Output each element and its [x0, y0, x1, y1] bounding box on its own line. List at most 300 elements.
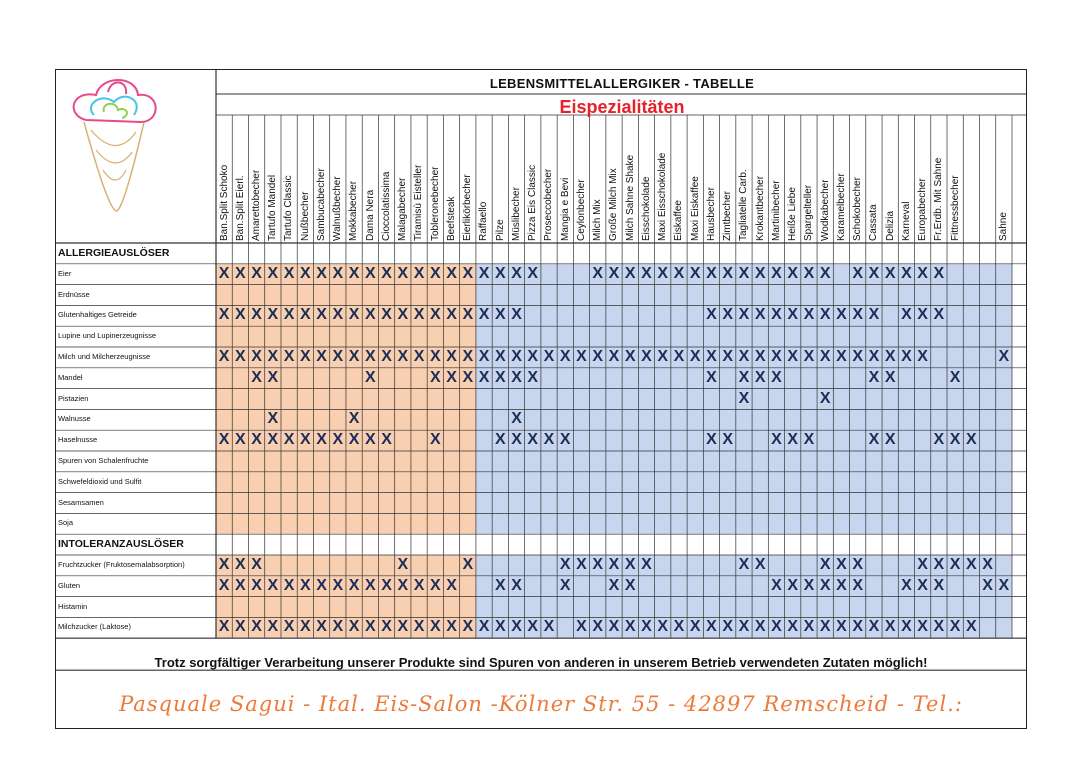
- allergen-mark: X: [949, 431, 961, 449]
- allergen-mark: X: [836, 576, 847, 594]
- allergen-mark: X: [527, 431, 539, 449]
- allergen-mark: X: [933, 264, 945, 282]
- column-header: Ban.Split Eierl.: [234, 175, 246, 241]
- column-header: Tiramisù Eisteller: [413, 164, 425, 241]
- allergen-mark: X: [381, 264, 392, 282]
- allergen-mark: X: [348, 576, 360, 594]
- allergen-mark: X: [381, 618, 392, 636]
- column-header: Pilze: [494, 219, 506, 241]
- allergen-mark: X: [251, 368, 262, 386]
- allergen-mark: X: [771, 348, 782, 365]
- allergen-mark: X: [559, 556, 571, 573]
- allergen-mark: X: [218, 348, 230, 365]
- allergen-mark: X: [657, 348, 669, 365]
- column-header: Tobleronebecher: [429, 166, 441, 241]
- allergen-mark: X: [316, 431, 327, 449]
- allergen-mark: X: [364, 306, 376, 324]
- allergen-mark: X: [494, 618, 506, 636]
- allergen-mark: X: [803, 618, 815, 636]
- allergen-mark: X: [527, 264, 539, 282]
- allergen-mark: X: [218, 306, 230, 324]
- allergen-mark: X: [267, 264, 279, 282]
- allergen-mark: X: [787, 264, 799, 282]
- allergen-mark: X: [787, 576, 799, 594]
- allergen-mark: X: [348, 348, 360, 365]
- allergen-mark: X: [283, 576, 295, 594]
- allergen-mark: X: [738, 264, 750, 282]
- column-header: Cioccolatissima: [380, 171, 392, 241]
- allergen-mark: X: [283, 431, 295, 449]
- allergen-mark: X: [364, 348, 376, 365]
- allergen-mark: X: [429, 618, 441, 636]
- allergy-table-sheet: [55, 69, 1027, 729]
- row-label: Mandel: [58, 372, 83, 382]
- allergen-mark: X: [429, 348, 441, 365]
- row-label: Milchzucker (Laktose): [58, 622, 131, 632]
- column-header: Europabecher: [917, 178, 929, 241]
- allergen-mark: X: [966, 431, 977, 449]
- allergen-mark: X: [267, 431, 279, 449]
- allergen-mark: X: [933, 576, 945, 594]
- allergen-mark: X: [641, 556, 652, 573]
- row-label: Lupine und Lupinerzeugnisse: [58, 331, 156, 341]
- allergen-mark: X: [754, 556, 766, 573]
- column-header: Beefsteak: [445, 196, 457, 241]
- column-header: Eierlikörbecher: [462, 174, 474, 241]
- allergen-mark: X: [722, 618, 734, 636]
- allergen-mark: X: [429, 368, 441, 386]
- allergen-mark: X: [235, 348, 246, 365]
- allergen-mark: X: [722, 306, 734, 324]
- allergen-mark: X: [511, 306, 522, 324]
- allergen-mark: X: [673, 618, 685, 636]
- row-label: Soja: [58, 518, 74, 528]
- allergen-mark: X: [235, 264, 246, 282]
- allergen-mark: X: [901, 348, 912, 365]
- row-label: Histamin: [58, 601, 88, 611]
- column-header: Tartufo Mandel: [267, 174, 279, 241]
- allergen-mark: X: [316, 576, 327, 594]
- allergen-mark: X: [819, 348, 831, 365]
- allergen-mark: X: [300, 431, 311, 449]
- allergen-mark: X: [494, 368, 506, 386]
- allergen-mark: X: [462, 306, 474, 324]
- allergen-mark: X: [771, 306, 782, 324]
- allergen-mark: X: [283, 264, 295, 282]
- allergen-mark: X: [511, 264, 522, 282]
- allergen-mark: X: [300, 264, 311, 282]
- allergen-mark: X: [803, 264, 815, 282]
- allergen-mark: X: [413, 264, 425, 282]
- allergen-mark: X: [218, 618, 230, 636]
- allergen-mark: X: [917, 264, 928, 282]
- allergen-mark: X: [348, 264, 360, 282]
- allergen-mark: X: [592, 618, 604, 636]
- allergen-mark: X: [738, 348, 750, 365]
- column-header: Martinibecher: [770, 180, 782, 241]
- allergen-mark: X: [754, 618, 766, 636]
- allergen-mark: X: [852, 348, 863, 365]
- allergen-mark: X: [982, 556, 993, 573]
- allergen-mark: X: [543, 618, 555, 636]
- allergen-mark: X: [901, 618, 912, 636]
- allergen-mark: X: [706, 348, 717, 365]
- row-label: Schwefeldioxid und Sulfit: [58, 476, 142, 486]
- allergen-mark: X: [267, 410, 279, 428]
- allergen-mark: X: [819, 264, 831, 282]
- allergen-mark: X: [819, 389, 831, 407]
- allergen-mark: X: [364, 431, 376, 449]
- allergen-mark: X: [966, 618, 977, 636]
- allergen-mark: X: [722, 348, 734, 365]
- column-header: Müslibecher: [510, 187, 522, 241]
- row-label: Erdnüsse: [58, 289, 90, 299]
- column-header: Pizza Eis Classic: [527, 164, 539, 241]
- allergen-mark: X: [868, 431, 880, 449]
- allergen-mark: X: [218, 556, 230, 573]
- allergen-mark: X: [673, 264, 685, 282]
- allergen-mark: X: [316, 618, 327, 636]
- allergen-mark: X: [576, 556, 587, 573]
- allergen-mark: X: [624, 556, 636, 573]
- allergen-mark: X: [511, 348, 522, 365]
- allergen-mark: X: [819, 556, 831, 573]
- column-header: Malagabecher: [397, 177, 409, 241]
- shop-address-footer: Pasquale Sagui - Ital. Eis-Salon -Kölner Str. 55 - 42897 Remscheid - Tel.:: [119, 692, 963, 716]
- allergen-mark: X: [511, 618, 522, 636]
- allergen-mark: X: [332, 306, 344, 324]
- allergen-mark: X: [527, 618, 539, 636]
- allergen-mark: X: [771, 368, 782, 386]
- allergen-mark: X: [641, 348, 652, 365]
- allergen-mark: X: [364, 576, 376, 594]
- column-header: Eiskaffee: [673, 200, 685, 241]
- column-header: Milch Sahne Shake: [624, 154, 636, 241]
- column-header: Karneval: [900, 201, 912, 241]
- allergen-mark: X: [446, 576, 457, 594]
- allergen-mark: X: [592, 264, 604, 282]
- allergen-mark: X: [235, 618, 246, 636]
- allergen-mark: X: [771, 264, 782, 282]
- allergen-mark: X: [836, 618, 847, 636]
- allergen-mark: X: [771, 576, 782, 594]
- allergen-mark: X: [397, 264, 409, 282]
- allergen-mark: X: [446, 306, 457, 324]
- allergen-mark: X: [527, 348, 539, 365]
- allergen-mark: X: [754, 306, 766, 324]
- allergen-mark: X: [381, 576, 392, 594]
- allergen-mark: X: [819, 618, 831, 636]
- allergen-mark: X: [998, 348, 1010, 365]
- allergen-mark: X: [933, 306, 945, 324]
- allergen-mark: X: [706, 306, 717, 324]
- allergen-mark: X: [608, 264, 620, 282]
- allergen-mark: X: [559, 431, 571, 449]
- allergen-mark: X: [462, 264, 474, 282]
- allergen-mark: X: [998, 576, 1010, 594]
- allergen-mark: X: [624, 264, 636, 282]
- allergen-mark: X: [738, 368, 750, 386]
- allergen-mark: X: [267, 348, 279, 365]
- allergen-mark: X: [267, 618, 279, 636]
- allergen-mark: X: [608, 556, 620, 573]
- allergen-mark: X: [478, 348, 490, 365]
- allergen-mark: X: [397, 576, 409, 594]
- allergen-mark: X: [738, 389, 750, 407]
- allergen-mark: X: [316, 306, 327, 324]
- column-header: Amarettobecher: [250, 169, 262, 241]
- row-label: Spuren von Schalenfruchte: [58, 456, 149, 465]
- allergen-mark: X: [933, 556, 945, 573]
- column-header: Delizia: [884, 210, 896, 241]
- allergen-mark: X: [836, 556, 847, 573]
- allergen-mark: X: [624, 576, 636, 594]
- allergen-mark: X: [348, 306, 360, 324]
- allergen-mark: X: [738, 618, 750, 636]
- allergen-mark: X: [868, 306, 880, 324]
- allergen-mark: X: [348, 431, 360, 449]
- allergen-mark: X: [348, 618, 360, 636]
- allergen-mark: X: [527, 368, 539, 386]
- allergen-mark: X: [235, 431, 246, 449]
- allergen-mark: X: [949, 618, 961, 636]
- column-header: Milch Mix: [592, 199, 604, 241]
- column-header: Maxi Eiskaffee: [689, 176, 701, 241]
- allergen-mark: X: [511, 368, 522, 386]
- allergen-mark: X: [251, 306, 262, 324]
- allergen-mark: X: [251, 556, 262, 573]
- allergen-mark: X: [819, 576, 831, 594]
- allergen-mark: X: [446, 264, 457, 282]
- allergen-mark: X: [283, 348, 295, 365]
- column-header: Dama Nera: [364, 189, 376, 241]
- allergen-mark: X: [803, 576, 815, 594]
- allergen-mark: X: [543, 431, 555, 449]
- allergen-mark: X: [754, 368, 766, 386]
- allergen-mark: X: [852, 618, 863, 636]
- allergen-mark: X: [429, 306, 441, 324]
- allergen-mark: X: [706, 368, 717, 386]
- table-title: LEBENSMITTELALLERGIKER - TABELLE: [489, 76, 755, 91]
- allergen-mark: X: [397, 348, 409, 365]
- allergen-mark: X: [478, 368, 490, 386]
- allergen-mark: X: [251, 264, 262, 282]
- allergen-mark: X: [868, 368, 880, 386]
- allergen-mark: X: [771, 618, 782, 636]
- allergen-mark: X: [413, 348, 425, 365]
- allergen-mark: X: [413, 306, 425, 324]
- allergen-mark: X: [722, 264, 734, 282]
- allergen-mark: X: [494, 431, 506, 449]
- allergen-mark: X: [706, 618, 717, 636]
- allergen-mark: X: [803, 306, 815, 324]
- allergen-mark: X: [446, 618, 457, 636]
- column-header: Schokobecher: [852, 177, 864, 241]
- allergen-mark: X: [446, 368, 457, 386]
- allergen-mark: X: [267, 306, 279, 324]
- allergen-mark: X: [592, 556, 604, 573]
- allergen-mark: X: [381, 348, 392, 365]
- allergen-mark: X: [624, 348, 636, 365]
- allergen-mark: X: [754, 264, 766, 282]
- allergen-mark: X: [300, 306, 311, 324]
- allergen-mark: X: [689, 264, 701, 282]
- allergen-mark: X: [949, 556, 961, 573]
- allergen-mark: X: [218, 264, 230, 282]
- allergen-mark: X: [706, 431, 717, 449]
- allergen-mark: X: [364, 264, 376, 282]
- allergen-mark: X: [868, 264, 880, 282]
- allergen-mark: X: [608, 618, 620, 636]
- allergen-mark: X: [251, 576, 262, 594]
- allergen-mark: X: [364, 618, 376, 636]
- allergen-mark: X: [576, 618, 587, 636]
- allergen-mark: X: [251, 348, 262, 365]
- allergen-mark: X: [218, 576, 230, 594]
- column-header: Eisschokolade: [640, 176, 652, 241]
- allergen-mark: X: [787, 306, 799, 324]
- allergen-mark: X: [478, 618, 490, 636]
- column-header: Spargelteller: [803, 184, 815, 241]
- allergen-mark: X: [901, 306, 912, 324]
- allergen-mark: X: [235, 306, 246, 324]
- column-header: Karamelbecher: [835, 173, 847, 241]
- allergen-mark: X: [494, 264, 506, 282]
- allergen-mark: X: [397, 556, 409, 573]
- allergen-mark: X: [316, 348, 327, 365]
- allergen-mark: X: [348, 410, 360, 428]
- allergen-mark: X: [803, 348, 815, 365]
- allergen-mark: X: [478, 306, 490, 324]
- allergen-mark: X: [641, 264, 652, 282]
- allergen-mark: X: [608, 348, 620, 365]
- allergen-mark: X: [722, 431, 734, 449]
- allergen-mark: X: [332, 348, 344, 365]
- column-header: Raffaello: [478, 201, 490, 241]
- allergen-mark: X: [836, 348, 847, 365]
- allergen-mark: X: [982, 576, 993, 594]
- allergen-mark: X: [852, 556, 863, 573]
- allergen-mark: X: [251, 431, 262, 449]
- allergen-mark: X: [332, 431, 344, 449]
- allergen-mark: X: [494, 306, 506, 324]
- allergen-mark: X: [429, 576, 441, 594]
- column-header: Mokkabecher: [348, 180, 360, 241]
- allergen-mark: X: [917, 576, 928, 594]
- allergen-mark: X: [608, 576, 620, 594]
- allergen-mark: X: [559, 348, 571, 365]
- allergen-mark: X: [462, 348, 474, 365]
- allergen-mark: X: [852, 306, 863, 324]
- column-header: Hausbecher: [705, 187, 717, 241]
- column-header: Tartufo Classic: [283, 175, 295, 241]
- allergen-mark: X: [381, 431, 392, 449]
- allergen-mark: X: [576, 348, 587, 365]
- column-header: Ceylonbecher: [575, 179, 587, 241]
- allergen-mark: X: [787, 618, 799, 636]
- allergen-mark: X: [332, 264, 344, 282]
- column-header: Proseccobecher: [543, 168, 555, 241]
- allergen-mark: X: [787, 348, 799, 365]
- allergen-mark: X: [559, 576, 571, 594]
- allergen-mark: X: [300, 348, 311, 365]
- allergen-mark: X: [673, 348, 685, 365]
- column-header: Mangia e Bevi: [559, 177, 571, 241]
- column-header: Heiße Liebe: [787, 187, 799, 241]
- allergen-mark: X: [235, 576, 246, 594]
- column-header: Zimtbecher: [722, 190, 734, 241]
- row-label: Sesamsamen: [58, 497, 104, 507]
- allergen-mark: X: [917, 556, 928, 573]
- allergen-mark: X: [462, 618, 474, 636]
- allergen-mark: X: [917, 348, 928, 365]
- allergen-mark: X: [413, 618, 425, 636]
- allergen-mark: X: [852, 264, 863, 282]
- row-label: Fruchtzucker (Fruktosemalabsorption): [58, 560, 185, 569]
- allergen-mark: X: [429, 431, 441, 449]
- allergen-mark: X: [852, 576, 863, 594]
- allergen-mark: X: [283, 306, 295, 324]
- allergen-mark: X: [267, 368, 279, 386]
- allergen-mark: X: [884, 618, 896, 636]
- allergen-mark: X: [300, 576, 311, 594]
- column-header: Wodkabecher: [819, 179, 831, 241]
- column-header: Cassata: [868, 204, 880, 241]
- allergen-mark: X: [689, 348, 701, 365]
- allergen-mark: X: [624, 618, 636, 636]
- allergen-mark: X: [917, 306, 928, 324]
- allergen-mark: X: [397, 618, 409, 636]
- row-label: Milch und Milcherzeugnisse: [58, 352, 151, 361]
- allergen-mark: X: [381, 306, 392, 324]
- section-heading: ALLERGIEAUSLÖSER: [58, 247, 170, 259]
- column-header: Sahne: [998, 212, 1010, 241]
- allergen-mark: X: [592, 348, 604, 365]
- allergen-mark: X: [235, 556, 246, 573]
- allergen-mark: X: [397, 306, 409, 324]
- allergen-mark: X: [884, 264, 896, 282]
- column-header: Krokantbecher: [754, 175, 766, 241]
- section-heading: INTOLERANZAUSLÖSER: [58, 538, 184, 551]
- allergen-mark: X: [884, 431, 896, 449]
- allergen-mark: X: [689, 618, 701, 636]
- row-label: Glutenhaltiges Getreide: [58, 310, 137, 320]
- allergen-mark: X: [819, 306, 831, 324]
- allergen-mark: X: [771, 431, 782, 449]
- column-header: Fr.Erdb. Mit Sahne: [933, 157, 945, 241]
- allergen-mark: X: [738, 306, 750, 324]
- allergen-mark: X: [511, 576, 522, 594]
- column-header: Fittnessbecher: [949, 175, 961, 241]
- allergen-mark: X: [933, 431, 945, 449]
- allergen-mark: X: [446, 348, 457, 365]
- allergen-mark: X: [901, 264, 912, 282]
- allergen-mark: X: [218, 431, 230, 449]
- allergen-mark: X: [836, 306, 847, 324]
- allergen-mark: X: [901, 576, 912, 594]
- row-label: Eier: [58, 268, 72, 278]
- allergen-mark: X: [966, 556, 977, 573]
- allergen-mark: X: [494, 576, 506, 594]
- allergen-mark: X: [267, 576, 279, 594]
- column-header: Nußbecher: [299, 191, 311, 241]
- allergen-mark: X: [332, 576, 344, 594]
- allergen-mark: X: [511, 410, 522, 428]
- allergen-mark: X: [933, 618, 945, 636]
- allergen-mark: X: [738, 556, 750, 573]
- allergen-mark: X: [429, 264, 441, 282]
- allergen-mark: X: [283, 618, 295, 636]
